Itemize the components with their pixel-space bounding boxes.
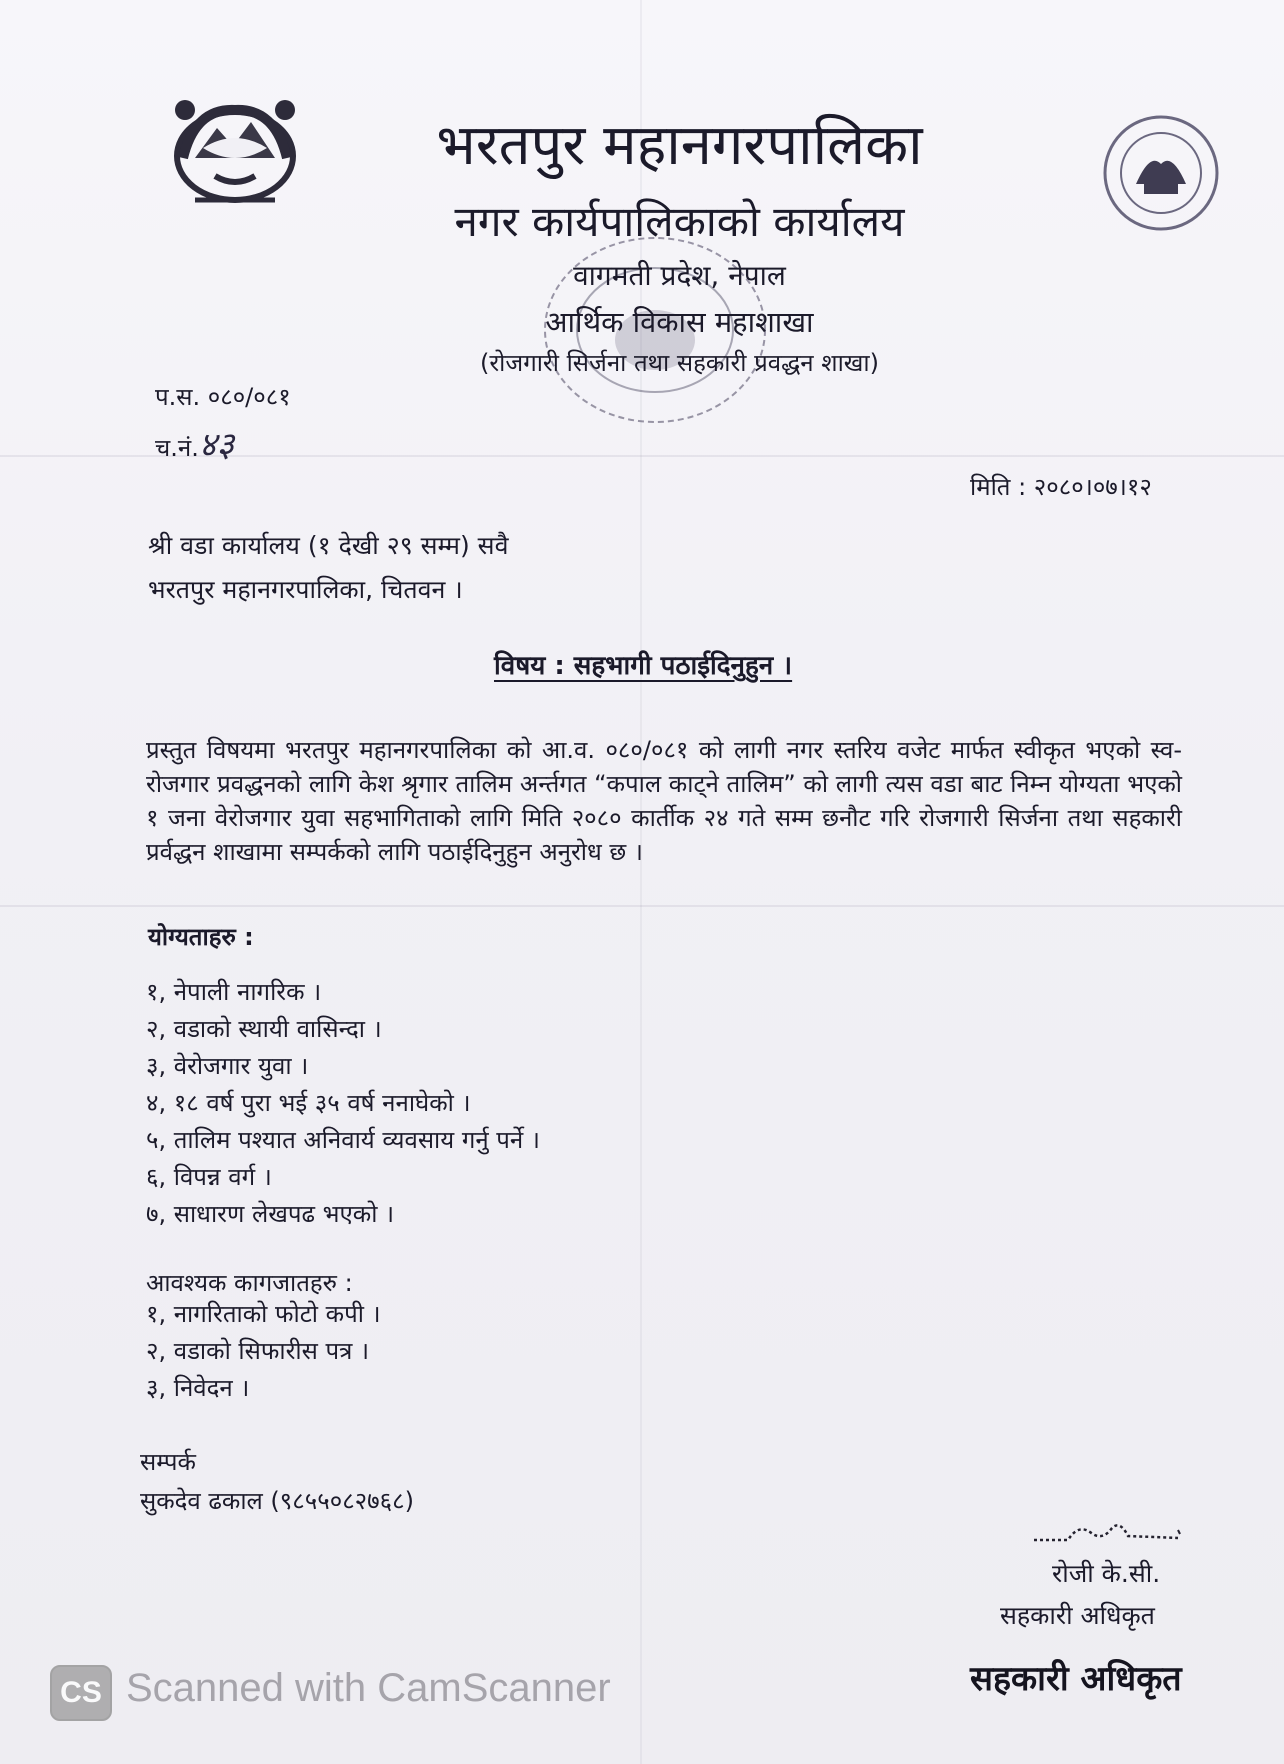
signature-scribble-icon bbox=[1028, 1510, 1188, 1550]
letter-subject: विषय : सहभागी पठाईदिनुहुन । bbox=[494, 651, 793, 681]
letter-date: मिति : २०८०।०७।१२ bbox=[970, 473, 1152, 501]
signatory-name: रोजी के.सी. bbox=[1052, 1559, 1161, 1588]
documents-list bbox=[146, 1296, 381, 1407]
branch-name: (रोजगारी सिर्जना तथा सहकारी प्रवद्धन शाखा) bbox=[479, 349, 879, 377]
letter-body: प्रस्तुत विषयमा भरतपुर महानगरपालिका को आ.व. ०८०/०८१ को लागी नगर स्तरिय वजेट मार्फत स्वीकृत भएको स्व-रोजगार प्रवद्धनको लागि केश श्रृगार तालिम अर्न्तगत “कपाल काट्ने तालिम” को लागी त्यस वडा बाट निम्न योग्यता भएको १ जना वेरोजगार युवा सहभागिताको लागि मिति २०८० कार्तीक २४ गते सम्म छनौट गरि रोजगारी सिर्जना तथा सहकारी प्रर्वद्धन शाखामा सम्पर्कको लागि पठाईदिनुहुन अनुरोध छ । bbox=[146, 736, 1182, 866]
recipient-line-1: श्री वडा कार्यालय (१ देखी २९ सम्म) सवै bbox=[148, 531, 509, 560]
qualifications-list bbox=[146, 974, 540, 1233]
list-item: ६, विपन्न वर्ग । bbox=[146, 1163, 272, 1191]
list-item: १, नागरिताको फोटो कपी । bbox=[146, 1300, 381, 1328]
list-item: ५, तालिम पश्यात अनिवार्य व्यवसाय गर्नु पर्ने । bbox=[146, 1126, 540, 1154]
list-item: ३, निवेदन । bbox=[146, 1374, 250, 1402]
signatory-title: सहकारी अधिकृत bbox=[1000, 1601, 1155, 1630]
list-item: २, वडाको स्थायी वासिन्दा । bbox=[146, 1015, 382, 1043]
contact-label: सम्पर्क bbox=[140, 1448, 196, 1476]
dispatch-number bbox=[155, 420, 234, 466]
division-name: आर्थिक विकास महाशाखा bbox=[545, 305, 814, 339]
documents-heading: आवश्यक कागजातहरु : bbox=[146, 1269, 353, 1297]
office-name: नगर कार्यपालिकाको कार्यालय bbox=[454, 197, 905, 246]
contact-person: सुकदेव ढकाल (९८५५०८२७६८) bbox=[140, 1487, 414, 1515]
scanner-watermark: Scanned with CamScanner bbox=[126, 1666, 611, 1710]
list-item: १, नेपाली नागरिक । bbox=[146, 978, 322, 1006]
reference-number: प.स. ०८०/०८१ bbox=[155, 383, 291, 411]
paper-fold bbox=[0, 905, 1284, 907]
list-item: ४, १८ वर्ष पुरा भई ३५ वर्ष ननाघेको । bbox=[146, 1089, 471, 1117]
list-item: ७, साधारण लेखपढ भएको । bbox=[146, 1200, 395, 1228]
recipient-line-2: भरतपुर महानगरपालिका, चितवन । bbox=[148, 575, 463, 604]
list-item: २, वडाको सिफारीस पत्र । bbox=[146, 1337, 370, 1365]
dispatch-label: च.नं. bbox=[155, 434, 199, 462]
province-line: वागमती प्रदेश, नेपाल bbox=[573, 259, 786, 292]
municipality-name: भरतपुर महानगरपालिका bbox=[436, 113, 923, 178]
list-item: ३, वेरोजगार युवा । bbox=[146, 1052, 309, 1080]
designation-stamp: सहकारी अधिकृत bbox=[970, 1659, 1182, 1699]
camscanner-logo-icon: CS bbox=[50, 1665, 112, 1721]
qualifications-heading: योग्यताहरु : bbox=[148, 923, 254, 951]
dispatch-value: ४३ bbox=[198, 425, 235, 465]
